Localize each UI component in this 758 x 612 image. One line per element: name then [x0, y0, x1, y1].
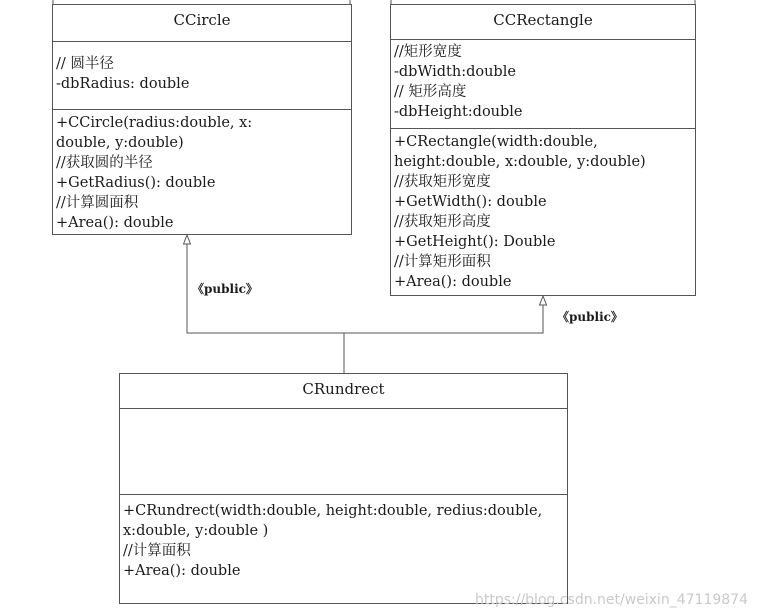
operation-comment: //计算圆面积	[56, 195, 139, 211]
attribute-comment: // 矩形高度	[394, 84, 467, 100]
generalization-line-rectangle	[344, 305, 543, 333]
class-ccrectangle-attributes	[391, 39, 695, 128]
generalization-arrow-circle	[184, 235, 191, 244]
operation: height:double, x:double, y:double)	[394, 154, 646, 170]
class-crundrect-operations	[120, 494, 567, 581]
class-ccircle	[52, 4, 352, 235]
operation: +Area(): double	[394, 274, 512, 290]
operation: +CRectangle(width:double,	[394, 134, 598, 150]
class-ccircle-operations	[53, 109, 351, 233]
operation-comment: //获取矩形高度	[394, 214, 491, 230]
class-crundrect-attributes	[120, 408, 567, 494]
attribute-comment: // 圆半径	[56, 56, 114, 72]
class-ccircle-name: CCircle	[173, 11, 231, 29]
class-ccrectangle	[390, 4, 696, 296]
attribute: -dbHeight:double	[394, 104, 523, 120]
class-ccircle-attributes	[53, 41, 351, 109]
operation: +GetWidth(): double	[394, 194, 547, 210]
watermark: https://blog.csdn.net/weixin_47119874	[474, 592, 748, 608]
operation-comment: //获取矩形宽度	[394, 174, 491, 190]
operation: +GetHeight(): Double	[394, 234, 556, 250]
class-crundrect-name-section	[120, 374, 567, 408]
class-ccrectangle-name-section	[391, 5, 695, 39]
generalization-arrow-rectangle	[540, 296, 547, 305]
generalization-line-circle	[187, 244, 344, 373]
stereotype-public-left: 《public》	[192, 282, 258, 296]
attribute-comment: //矩形宽度	[394, 44, 462, 60]
operation: +CRundrect(width:double, height:double, redius:double,	[123, 503, 543, 519]
operation: +Area(): double	[56, 215, 174, 231]
class-ccircle-name-section	[53, 5, 351, 41]
stereotype-public-right: 《public》	[557, 310, 623, 324]
operation: +Area(): double	[123, 563, 241, 579]
operation-comment: //计算面积	[123, 543, 191, 559]
class-crundrect-name: CRundrect	[302, 380, 385, 398]
operation-comment: //获取圆的半径	[56, 155, 153, 171]
attribute: -dbRadius: double	[56, 76, 190, 92]
operation: +GetRadius(): double	[56, 175, 216, 191]
attribute: -dbWidth:double	[394, 64, 516, 80]
class-ccrectangle-name: CCRectangle	[493, 11, 593, 29]
operation: +CCircle(radius:double, x:	[56, 115, 253, 131]
operation-comment: //计算矩形面积	[394, 254, 491, 270]
operation: double, y:double)	[56, 135, 184, 151]
class-ccrectangle-operations	[391, 128, 695, 292]
operation: x:double, y:double )	[123, 523, 269, 539]
class-crundrect	[119, 373, 568, 604]
